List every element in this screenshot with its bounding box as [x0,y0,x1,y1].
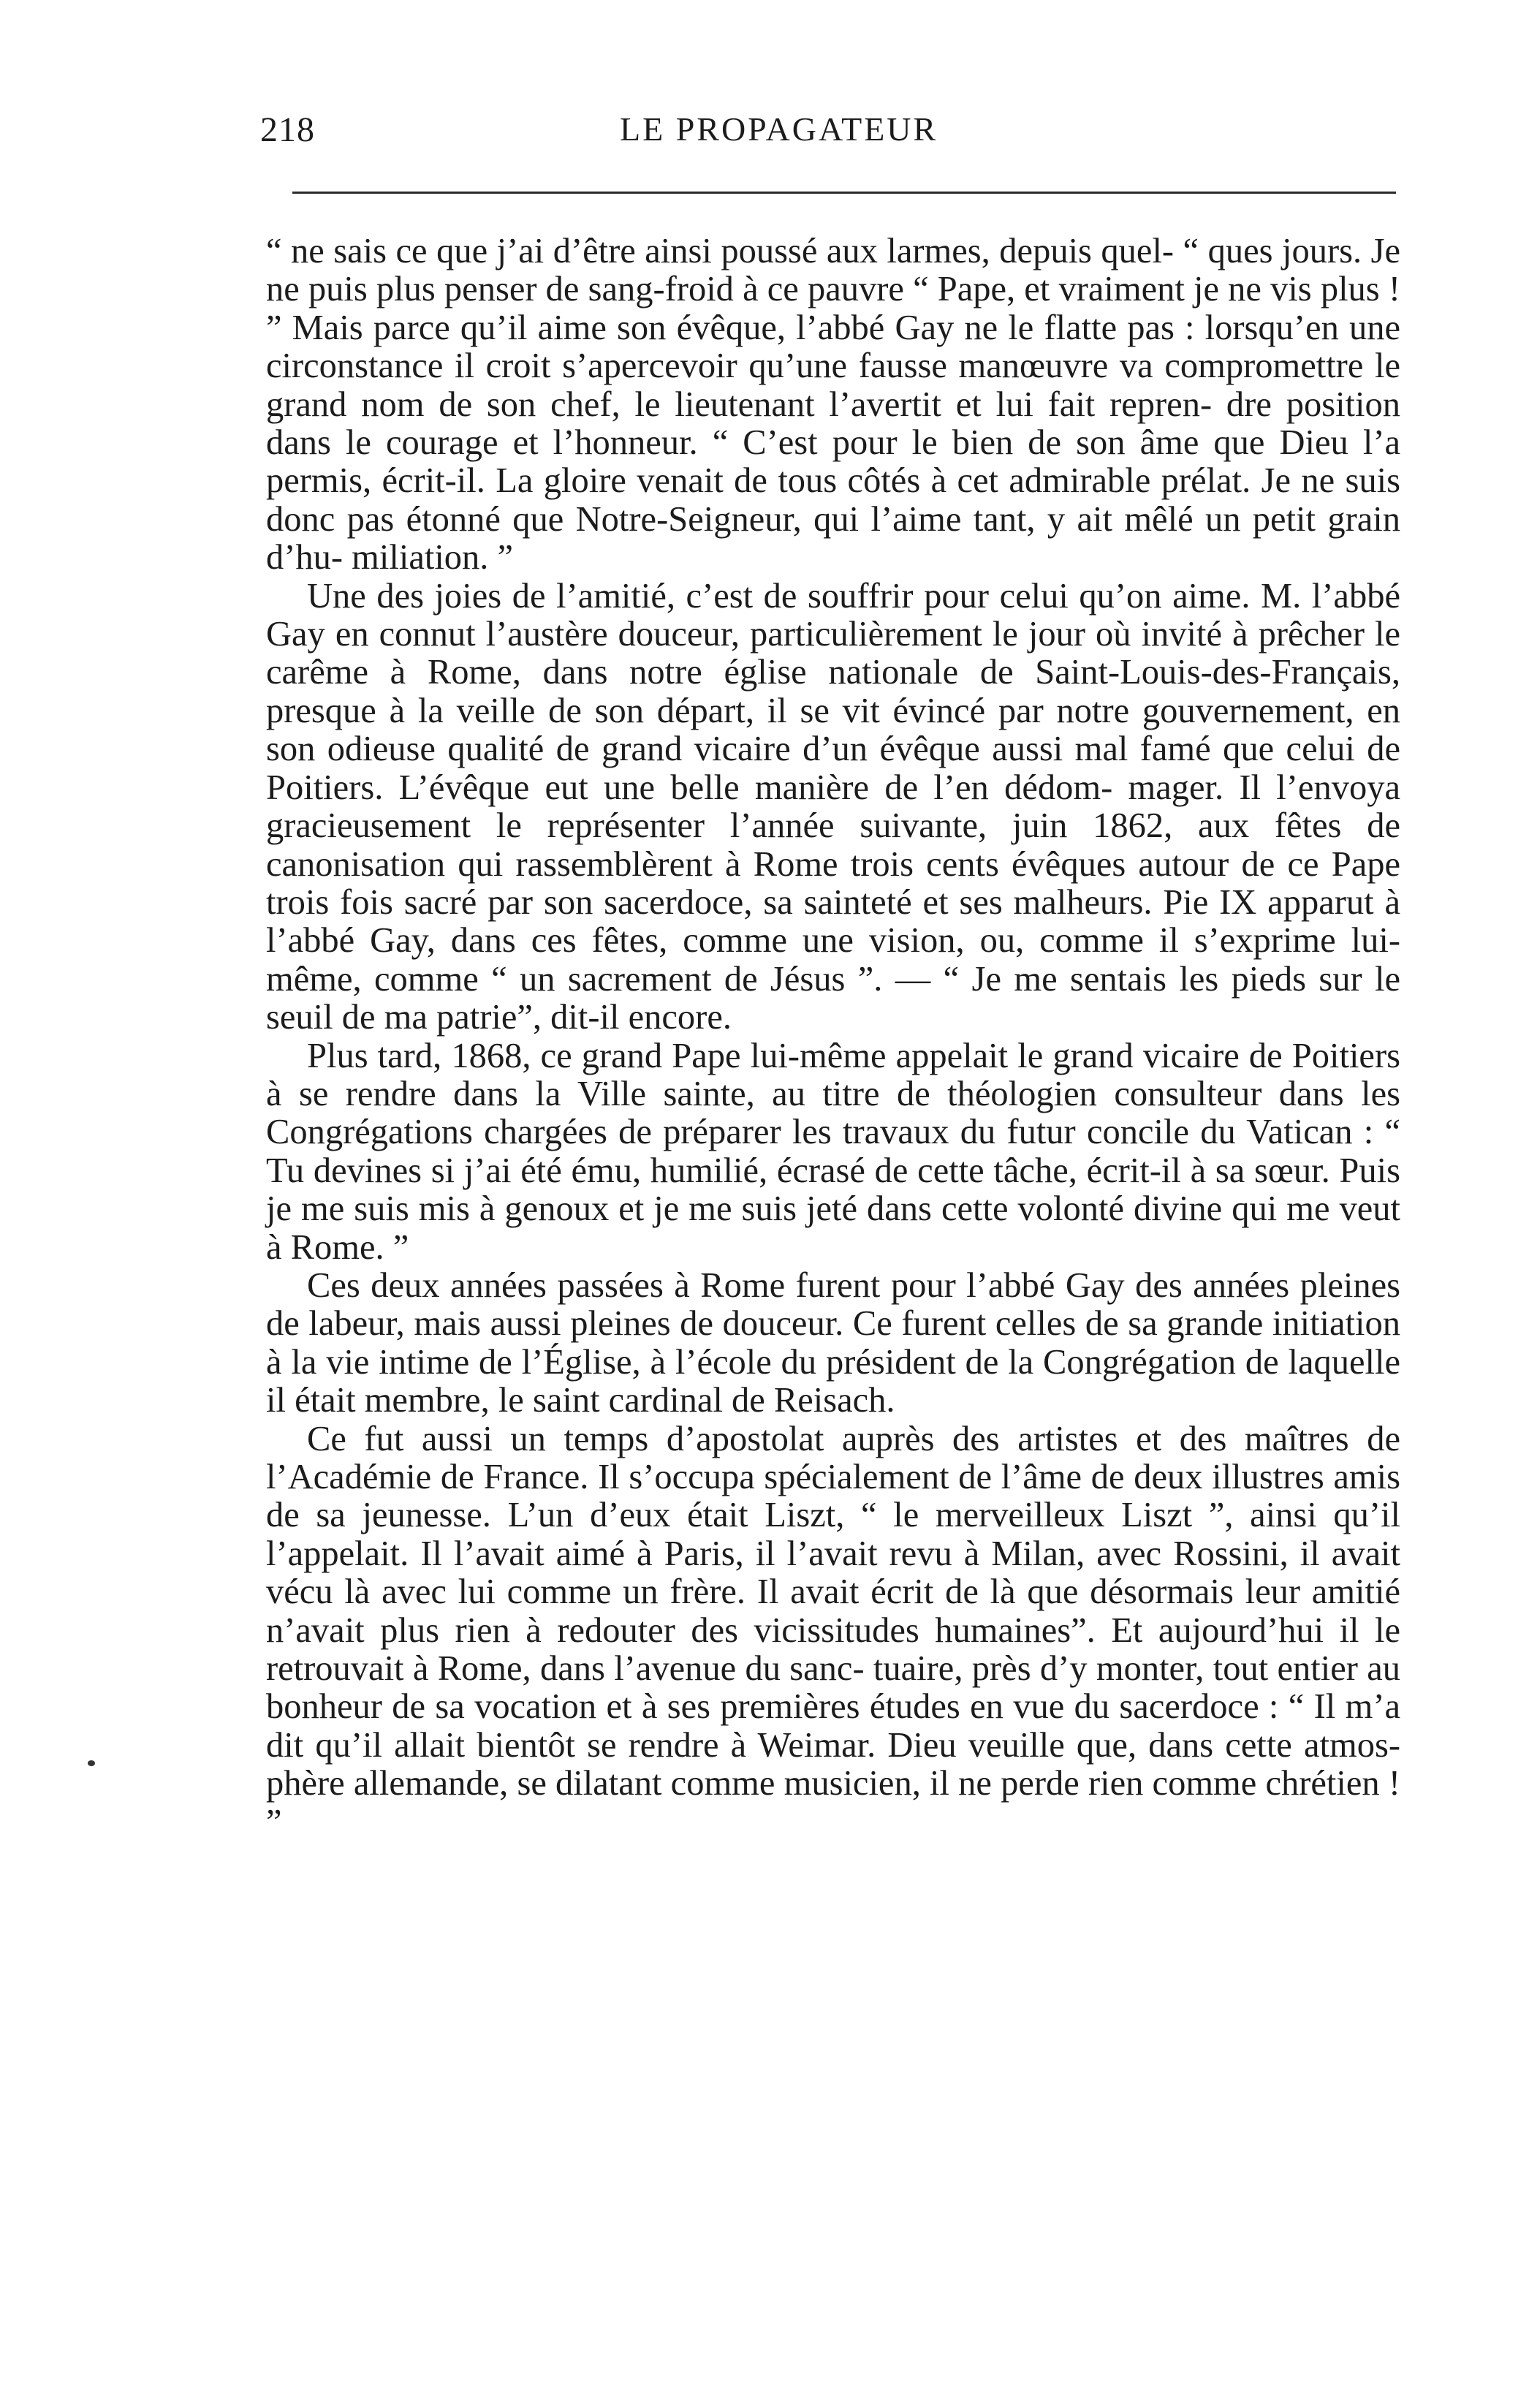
paragraph-5: Ce fut aussi un temps d’apostolat auprès des artistes et des maîtres de l’Académie de France. Il s’occupa spécialement de l’âme de deux illustres amis de sa jeunesse. L’un d’eux était Liszt, “ le merveilleux Liszt ”, ainsi qu’il l’appelait. Il l’avait aimé à Paris, il l’avait revu à Milan, avec Rossini, il avait vécu là avec lui comme un frère. Il avait écrit de là que désormais leur amitié n’avait plus rien à redouter des vicissitudes humaines”. Et aujourd’hui il le retrouvait à Rome, dans l’avenue du sanc- tuaire, près d’y monter, tout entier au bonheur de sa vocation et à ses premières études en vue du sacerdoce : “ Il m’a dit qu’il allait bientôt se rendre à Weimar. Dieu veuille que, dans cette atmos- phère allemande, se dilatant comme musicien, il ne perde rien comme chrétien ! ” [266,1419,1400,1841]
page-header [260,110,1400,161]
paragraph-3: Plus tard, 1868, ce grand Pape lui-même appelait le grand vicaire de Poitiers à se rendre dans la Ville sainte, au titre de théologien consulteur dans les Congrégations chargées de préparer les travaux du futur concile du Vatican : “ Tu devines si j’ai été ému, humilié, écrasé de cette tâche, écrit-il à sa sœur. Puis je me suis mis à genoux et je me suis jeté dans cette volonté divine qui me veut à Rome. ” [266,1036,1400,1267]
header-rule [292,192,1396,194]
paragraph-1: “ ne sais ce que j’ai d’être ainsi poussé aux larmes, depuis quel- “ ques jours. Je ne puis plus penser de sang-froid à ce pauvre “ Pape, et vraiment je ne vis plus ! ” Mais parce qu’il aime son évêque, l’abbé Gay ne le flatte pas : lorsqu’en une circonstance il croit s’apercevoir qu’une fausse manœuvre va compromettre le grand nom de son chef, le lieutenant l’avertit et lui fait repren- dre position dans le courage et l’honneur. “ C’est pour le bien de son âme que Dieu l’a permis, écrit-il. La gloire venait de tous côtés à cet admirable prélat. Je ne suis donc pas étonné que Notre-Seigneur, qui l’aime tant, y ait mêlé un petit grain d’hu- miliation. ” [266,232,1400,578]
paragraph-2: Une des joies de l’amitié, c’est de souffrir pour celui qu’on aime. M. l’abbé Gay en connut l’austère douceur, particulièrement le jour où invité à prêcher le carême à Rome, dans notre église nationale de Saint-Louis-des-Français, presque à la veille de son départ, il se vit évincé par notre gouvernement, en son odieuse qualité de grand vicaire d’un évêque aussi mal famé que celui de Poitiers. L’évêque eut une belle manière de l’en dédom- mager. Il l’envoya gracieusement le représenter l’année suivante, juin 1862, aux fêtes de canonisation qui rassemblèrent à Rome trois cents évêques autour de ce Pape trois fois sacré par son sacerdoce, sa sainteté et ses malheurs. Pie IX apparut à l’abbé Gay, dans ces fêtes, comme une vision, ou, comme il s’exprime lui-même, comme “ un sacrement de Jésus ”. — “ Je me sentais les pieds sur le seuil de ma patrie”, dit-il encore. [266,576,1400,1037]
running-title: LE PROPAGATEUR [620,110,938,148]
margin-ink-mark [88,1760,95,1766]
body-text [266,232,1400,1841]
page-number: 218 [260,110,315,149]
paragraph-4: Ces deux années passées à Rome furent pour l’abbé Gay des années pleines de labeur, mais aussi pleines de douceur. Ce furent celles de sa grande initiation à la vie intime de l’Église, à l’école du président de la Congrégation de laquelle il était membre, le saint cardinal de Reisach. [266,1265,1400,1420]
